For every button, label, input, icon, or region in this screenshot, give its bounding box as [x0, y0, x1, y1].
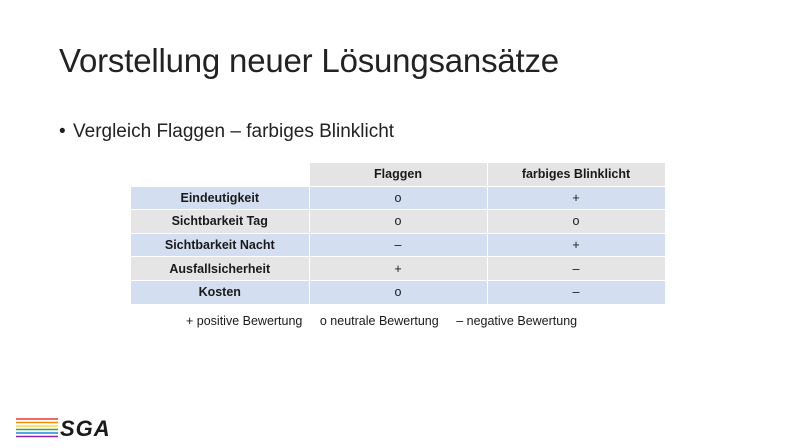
bullet-text: Vergleich Flaggen – farbiges Blinklicht [73, 121, 395, 142]
flaggen-cell: – [309, 233, 487, 257]
blinklicht-cell: + [487, 186, 665, 210]
table-row [131, 186, 665, 210]
flaggen-cell: o [309, 210, 487, 234]
blinklicht-cell: – [487, 280, 665, 304]
table-row [131, 257, 665, 281]
slide-title: Vorstellung neuer Lösungsansätze [59, 42, 559, 79]
row-label: Sichtbarkeit Tag [131, 210, 309, 234]
flaggen-cell: + [309, 257, 487, 281]
table-row [131, 280, 665, 304]
row-label: Ausfallsicherheit [131, 257, 309, 281]
blinklicht-cell: – [487, 257, 665, 281]
blinklicht-cell: + [487, 233, 665, 257]
table-row [131, 210, 665, 234]
legend [186, 314, 591, 328]
comparison-table [131, 163, 666, 305]
legend-negative: – negative Bewertung [456, 314, 578, 328]
flaggen-cell: o [309, 280, 487, 304]
sga-logo [14, 414, 124, 440]
bullet-item [59, 121, 394, 143]
table-row [131, 233, 665, 257]
flaggen-cell: o [309, 186, 487, 210]
row-label: Eindeutigkeit [131, 186, 309, 210]
blinklicht-cell: o [487, 210, 665, 234]
legend-positive: + positive Bewertung [186, 314, 303, 328]
header-blinklicht: farbiges Blinklicht [487, 163, 665, 186]
table-header-row [131, 163, 665, 186]
header-flaggen: Flaggen [309, 163, 487, 186]
logo-text: SGA [60, 416, 111, 440]
header-corner-cell [131, 163, 309, 186]
logo-stripes [16, 419, 58, 437]
row-label: Kosten [131, 280, 309, 304]
bullet-marker: • [59, 121, 66, 142]
legend-neutral: o neutrale Bewertung [319, 314, 439, 328]
row-label: Sichtbarkeit Nacht [131, 233, 309, 257]
